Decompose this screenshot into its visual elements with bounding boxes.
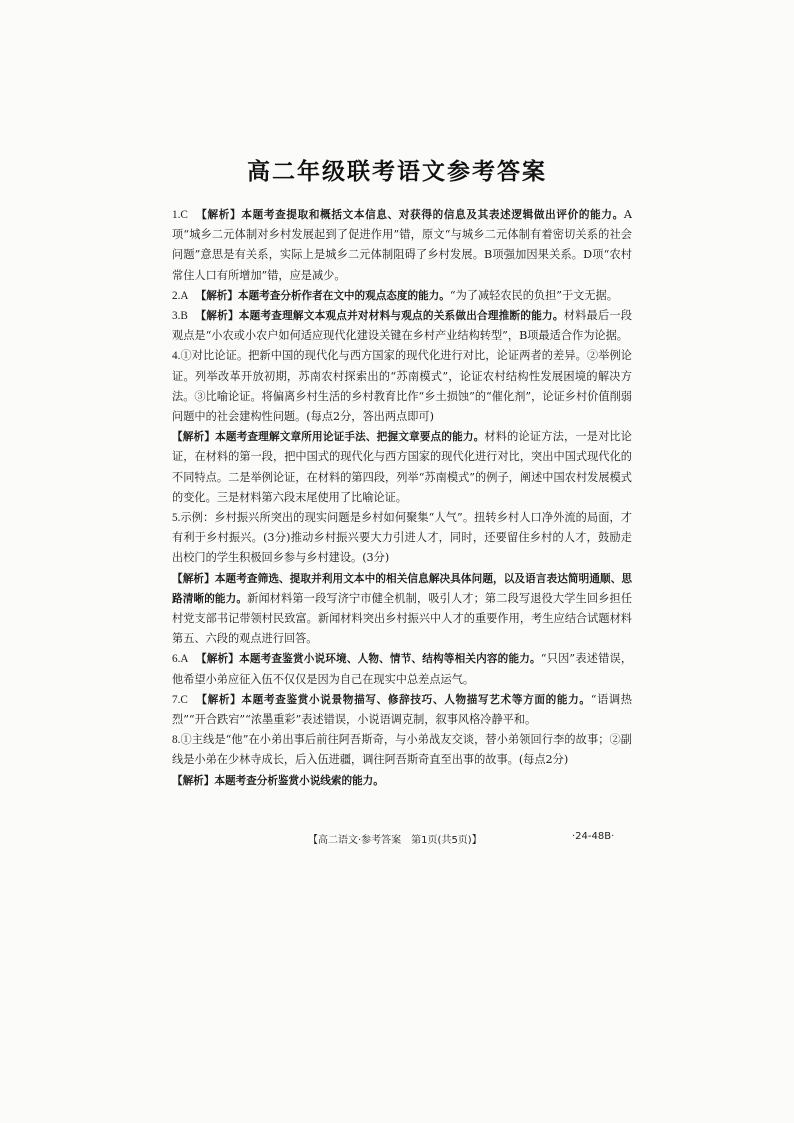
analysis-text: “只因”表述错误，他希望小弟应征入伍不仅仅是因为自己在现实中总差点运气。 (172, 652, 633, 686)
analysis-tag: 【解析】 (172, 431, 216, 444)
analysis-tag: 【解析】 (195, 653, 240, 666)
answer-number: 7.C (172, 693, 188, 706)
analysis-tag: 【解析】 (172, 572, 215, 585)
answer-number: 3.B (172, 310, 188, 323)
answer-number: 6.A (172, 653, 189, 666)
analysis-tag: 【解析】 (195, 289, 238, 302)
answer-number: 4. (172, 350, 181, 363)
analysis-tag: 【解析】 (172, 774, 215, 787)
analysis-focus: 本题考查理解文章所用论证手法、把握文章要点的能力。 (215, 431, 485, 444)
answer-item-4 (172, 346, 632, 427)
analysis-text: 材料的论证方法，一是对比论证，在材料的第一段，把中国式的现代化与西方国家的现代化进行对比，突出中国式现代化的不同特点。二是举例论证，在材料的第四段，列举“苏南模式”的例子，阐述中国农村发展模式的变化。三是材料第六段末尾使用了比喻论证。 (172, 430, 632, 504)
answer-item-1 (172, 205, 632, 286)
answer-number: 1.C (172, 209, 188, 221)
answer-text: 示例：乡村振兴所突出的现实问题是乡村如何聚集“人气”。扭转乡村人口净外流的局面，才有利于乡村振兴。(3分)推动乡村振兴要大力引进人才，同时，还要留住乡村的人才，鼓励走出校门的学生积极回乡参与乡村建设。(3分) (172, 511, 632, 565)
analysis-tag: 【解析】 (196, 209, 242, 221)
analysis-focus: 本题考查提取和概括文本信息、对获得的信息及其表述逻辑做出评价的能力。 (241, 209, 624, 221)
footer-page-info: 【高二语文·参考答案 第1页(共5页)】 (308, 835, 482, 846)
answer-number: 2.A (172, 289, 189, 302)
answer-list (172, 205, 632, 791)
answer-item-5-analysis (172, 569, 632, 650)
answer-item-3 (172, 306, 632, 346)
analysis-focus: 本题考查鉴赏小说环境、人物、情节、结构等相关内容的能力。 (239, 653, 541, 666)
analysis-text: “语调热烈”“开合跌宕”“浓墨重彩”表述错误，小说语调克制，叙事风格冷静平和。 (172, 692, 632, 727)
analysis-tag: 【解析】 (195, 310, 239, 323)
answer-text: ①对比论证。把新中国的现代化与西方国家的现代化进行对比，论证两者的差异。②举例论证。列举改革开放初期，苏南农村探索出的“苏南模式”，论证农村结构性发展困境的解决方法。③比喻论证。将偏离乡村生活的乡村教育比作“乡土损蚀”的“催化剂”，论证乡村价值削弱问题中的社会建构性问题。(每点2分，答出两点即可) (172, 349, 632, 424)
analysis-focus: 本题考查鉴赏小说景物描写、修辞技巧、人物描写艺术等方面的能力。 (241, 693, 591, 706)
answer-item-4-analysis (172, 427, 632, 508)
analysis-text: 材料最后一段观点是“小农或小农户如何适应现代化建设关键在乡村产业结构转型”，B项最适合作为论据。 (172, 309, 632, 343)
answer-item-5 (172, 508, 632, 569)
analysis-text: A项“城乡二元体制对乡村发展起到了促进作用”错，原文“与城乡二元体制有着密切关系的社会问题”意思是有关系，实际上是城乡二元体制阻碍了乡村发展。B项强加因果关系。D项“农村常住人口有所增加”错，应是减少。 (172, 208, 632, 282)
answer-item-8-analysis (172, 771, 632, 791)
analysis-tag: 【解析】 (196, 693, 242, 706)
answer-number: 5. (172, 512, 181, 525)
analysis-focus: 本题考查分析作者在文中的观点态度的能力。 (237, 289, 450, 302)
analysis-text: “为了减轻农民的负担”于文无据。 (449, 288, 618, 302)
analysis-focus: 本题考查分析鉴赏小说线索的能力。 (214, 774, 384, 787)
footer-code: ·24-48B· (572, 831, 615, 842)
page-title: 高二年级联考语文参考答案 (247, 159, 547, 185)
analysis-focus: 本题考查理解文本观点并对材料与观点的关系做出合理推断的能力。 (238, 310, 564, 323)
answer-item-6 (172, 649, 632, 689)
analysis-focus: 本题考查筛选、提取并利用文本中的相关信息解决具体问题，以及语言表达简明通顺、思路清晰的能力。 (172, 572, 633, 605)
analysis-text: 新闻材料第一段写济宁市健全机制，吸引人才；第二段写退役大学生回乡担任村党支部书记带领村民致富。新闻材料突出乡村振兴中人才的重要作用，考生应结合试题材料第五、六段的观点进行回答。 (172, 591, 633, 646)
answer-text: ①主线是“他”在小弟出事后前往阿吾斯奇，与小弟战友交谈，替小弟领回行李的故事；②副线是小弟在少林寺成长，后入伍进疆，调往阿吾斯奇直至出事的故事。(每点2分) (172, 733, 632, 767)
answer-item-7 (172, 690, 632, 730)
answer-item-2 (172, 286, 632, 306)
answer-item-8 (172, 730, 632, 770)
answer-number: 8. (172, 734, 181, 747)
